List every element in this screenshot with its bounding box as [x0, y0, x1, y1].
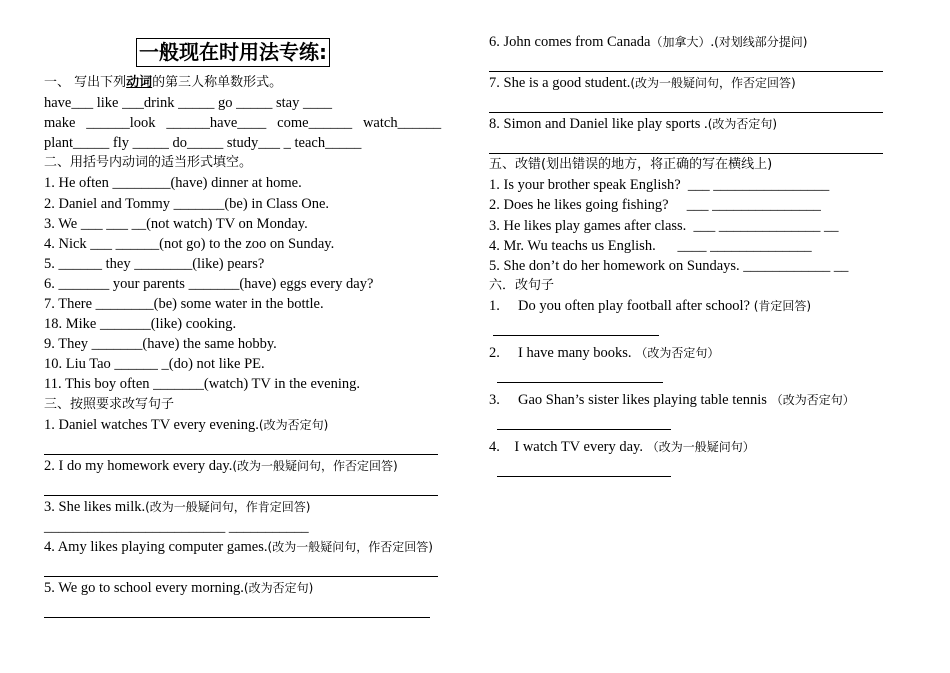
fill-item-10: 10. Liu Tao ______ _(do) not like PE. — [44, 356, 265, 373]
error-item-5: 5. She don’t do her homework on Sundays. ____________ __ — [489, 257, 849, 274]
rewrite-q1-text: 1. Daniel watches TV every evening. — [44, 416, 259, 433]
answer-line[interactable] — [44, 557, 438, 577]
answer-line[interactable] — [493, 316, 659, 336]
rewrite-q5-text: 5. We go to school every morning. — [44, 580, 244, 597]
section5-heading: 五、改错(划出错误的地方，将正确的写在横线上) — [489, 157, 773, 173]
fill-item-2: 2. Daniel and Tommy _______(be) in Class One. — [44, 195, 330, 212]
rewrite-q7-text: 7. She is a good student. — [489, 75, 631, 92]
change-q2-instruction: （改为否定句） — [631, 346, 720, 361]
change-q4 — [489, 437, 889, 457]
change-q2 — [489, 343, 889, 363]
section1-heading-pre: 一、 写出下列 — [44, 75, 127, 90]
rewrite-q7-instruction: (改为一般疑问句，作否定回答) — [630, 76, 796, 91]
fill-item-9: 9. They _______(have) the same hobby. — [44, 336, 277, 353]
rewrite-q4 — [44, 537, 464, 557]
rewrite-q4-instruction: (改为一般疑问句，作否定回答) — [267, 539, 433, 554]
rewrite-q6-text: 6. John comes from Canada — [489, 34, 651, 50]
change-q1-text: 1. Do you often play football after school? — [489, 297, 750, 314]
rewrite-q6-dot: . — [710, 34, 715, 50]
rewrite-q8 — [489, 114, 889, 134]
rewrite-q8-instruction: (改为否定句) — [707, 117, 778, 132]
rewrite-q1-instruction: (改为否定句) — [258, 417, 329, 432]
change-q4-text: 4. I watch TV every day. — [489, 439, 643, 456]
rewrite-q3-text: 3. She likes milk. — [44, 498, 146, 515]
change-q3 — [489, 390, 889, 410]
rewrite-q5-instruction: (改为否定句) — [243, 581, 314, 596]
verb-line-1: have___ like ___drink _____ go _____ stay ____ — [44, 95, 332, 112]
answer-line[interactable] — [489, 93, 883, 113]
rewrite-q5 — [44, 578, 464, 598]
change-q1 — [489, 296, 889, 316]
error-item-1: 1. Is your brother speak English? ___ ________________ — [489, 177, 830, 194]
change-q3-instruction: （改为否定句） — [766, 393, 855, 408]
rewrite-q6 — [489, 32, 889, 52]
answer-line[interactable] — [497, 363, 663, 383]
section6-heading: 六．改句子 — [489, 277, 555, 293]
answer-line[interactable] — [489, 52, 883, 72]
fill-item-11: 11. This boy often _______(watch) TV in the evening. — [44, 376, 360, 393]
error-item-3: 3. He likes play games after class. ___ ______________ __ — [489, 217, 839, 234]
rewrite-q8-text: 8. Simon and Daniel like play sports . — [489, 116, 708, 133]
section3-heading: 三、按照要求改写句子 — [44, 396, 175, 412]
rewrite-q2 — [44, 456, 464, 476]
change-q3-text: 3. Gao Shan’s sister likes playing table tennis — [489, 392, 767, 409]
rewrite-q7 — [489, 73, 889, 93]
rewrite-q3 — [44, 497, 464, 517]
change-q1-instruction: (肯定回答) — [749, 298, 812, 313]
change-q2-text: 2. I have many books. — [489, 345, 632, 362]
rewrite-q2-text: 2. I do my homework every day. — [44, 457, 233, 474]
change-q4-instruction: （改为一般疑问句） — [642, 440, 755, 455]
verb-line-2: make ______look ______have____ come______ watch______ — [44, 115, 442, 132]
fill-item-5: 5. ______ they ________(like) pears? — [44, 255, 265, 272]
answer-line[interactable] — [44, 598, 430, 618]
rewrite-q2-instruction: (改为一般疑问句，作否定回答) — [232, 458, 398, 473]
error-item-2: 2. Does he likes going fishing? ___ _______________ — [489, 197, 821, 214]
rewrite-q3-instruction: (改为一般疑问句，作肯定回答) — [145, 499, 311, 514]
verb-line-3: plant_____ fly _____ do_____ study___ _ teach_____ — [44, 135, 362, 152]
left-column — [44, 0, 464, 619]
section1-heading-bold: 动词 — [126, 75, 153, 90]
right-column — [489, 0, 889, 478]
rewrite-q6-instruction: (对划线部分提问) — [714, 35, 808, 49]
rewrite-q6-gloss: （加拿大） — [650, 35, 711, 49]
section2-heading: 二、用括号内动词的适当形式填空。 — [44, 155, 253, 171]
fill-item-1: 1. He often ________(have) dinner at home. — [44, 175, 302, 192]
rewrite-q1 — [44, 415, 464, 435]
fill-item-3: 3. We ___ ___ __(not watch) TV on Monday. — [44, 215, 308, 232]
fill-item-8: 18. Mike _______(like) cooking. — [44, 316, 237, 333]
page-title: 一般现在时用法专练: — [136, 38, 330, 67]
answer-line[interactable] — [497, 457, 671, 477]
answer-line[interactable] — [489, 134, 883, 154]
fill-item-4: 4. Nick ___ ______(not go) to the zoo on Sunday. — [44, 235, 335, 252]
answer-line[interactable] — [44, 435, 438, 455]
answer-line[interactable] — [497, 410, 671, 430]
section1-heading — [44, 73, 464, 93]
rewrite-q4-text: 4. Amy likes playing computer games. — [44, 538, 268, 555]
error-item-4: 4. Mr. Wu teachs us English. ____ ______________ — [489, 237, 812, 254]
fill-item-7: 7. There ________(be) some water in the bottle. — [44, 296, 324, 313]
section1-heading-post: 的第三人称单数形式。 — [152, 75, 283, 90]
rewrite-q3-answer-line[interactable]: _________________________ ___________ — [44, 518, 309, 535]
answer-line[interactable] — [44, 476, 438, 496]
fill-item-6: 6. _______ your parents _______(have) eggs every day? — [44, 275, 374, 292]
